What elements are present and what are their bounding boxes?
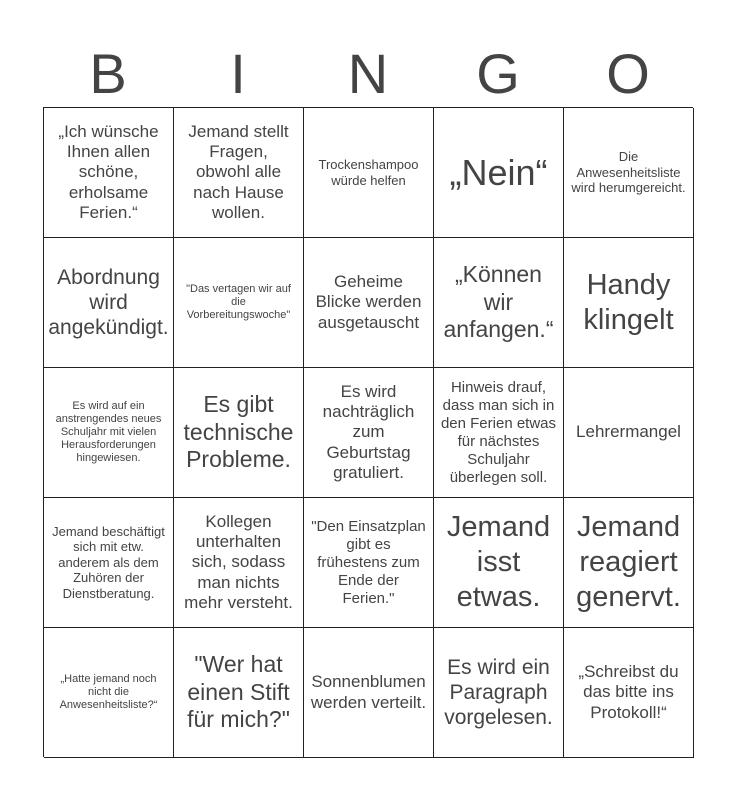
cell-text: Jemand reagiert genervt. — [576, 511, 681, 613]
bingo-cell-4-1[interactable] — [44, 498, 174, 628]
bingo-cell-2-3[interactable] — [304, 238, 434, 368]
cell-text: Jemand beschäftigt sich mit etw. anderem als dem Zuhören der Dienstberatung. — [52, 523, 165, 601]
cell-text: "Das vertagen wir auf die Vorbereitungswoche" — [186, 282, 291, 322]
bingo-cell-3-4[interactable] — [434, 368, 564, 498]
cell-text: Es wird nachträglich zum Geburtstag gratuliert. — [322, 381, 415, 483]
bingo-grid — [43, 107, 693, 757]
bingo-cell-1-1[interactable] — [44, 108, 174, 238]
cell-text: Abordnung wird angekündigt. — [48, 265, 169, 340]
bingo-cell-5-1[interactable] — [44, 628, 174, 758]
bingo-cell-5-3[interactable] — [304, 628, 434, 758]
bingo-cell-3-5[interactable] — [564, 368, 694, 498]
cell-text: Trockenshampoo würde helfen — [318, 156, 419, 188]
bingo-cell-3-1[interactable] — [44, 368, 174, 498]
bingo-cell-2-5[interactable] — [564, 238, 694, 368]
bingo-cell-4-2[interactable] — [174, 498, 304, 628]
cell-text: „Hatte jemand noch nicht die Anwesenheitsliste?“ — [59, 672, 158, 712]
header-letter-i: I — [230, 42, 246, 105]
bingo-cell-4-3[interactable] — [304, 498, 434, 628]
cell-text: „Schreibst du das bitte ins Protokoll!“ — [578, 661, 679, 722]
cell-text: Geheime Blicke werden ausgetauscht — [315, 271, 422, 332]
cell-text: Sonnenblumen werden verteilt. — [310, 672, 427, 712]
header-letter-o: O — [606, 42, 650, 105]
bingo-cell-2-2[interactable] — [174, 238, 304, 368]
bingo-cell-4-5[interactable] — [564, 498, 694, 628]
cell-text: Es wird auf ein anstrengendes neues Schuljahr mit vielen Herausforderungen hingewiesen. — [55, 399, 162, 465]
header-letter-g: G — [476, 42, 520, 105]
cell-text: Es wird ein Paragraph vorgelesen. — [444, 655, 553, 730]
bingo-cell-2-4[interactable] — [434, 238, 564, 368]
cell-text: Hinweis drauf, dass man sich in den Ferien etwas für nächstes Schuljahr überlegen soll. — [440, 378, 557, 486]
bingo-cell-1-4[interactable] — [434, 108, 564, 238]
bingo-cell-5-5[interactable] — [564, 628, 694, 758]
header-letter-n: N — [347, 42, 389, 105]
cell-text: Es gibt technische Probleme. — [183, 391, 294, 473]
bingo-cell-1-5[interactable] — [564, 108, 694, 238]
header-letter-b: B — [89, 42, 127, 105]
cell-text: Handy klingelt — [583, 268, 674, 336]
bingo-cell-3-3[interactable] — [304, 368, 434, 498]
bingo-cell-5-2[interactable] — [174, 628, 304, 758]
bingo-cell-2-1[interactable] — [44, 238, 174, 368]
bingo-cell-4-4[interactable] — [434, 498, 564, 628]
bingo-cell-1-3[interactable] — [304, 108, 434, 238]
cell-text: Die Anwesenheitsliste wird herumgereicht. — [571, 149, 686, 196]
cell-text: Lehrermangel — [576, 422, 681, 442]
bingo-cell-5-4[interactable] — [434, 628, 564, 758]
cell-text: Kollegen unterhalten sich, sodass man nichts mehr versteht. — [184, 511, 293, 613]
cell-text: "Den Einsatzplan gibt es frühestens zum Ende der Ferien." — [311, 517, 426, 607]
cell-text: Jemand stellt Fragen, obwohl alle nach Hause wollen. — [188, 121, 289, 223]
cell-text: „Ich wünsche Ihnen allen schöne, erholsame Ferien.“ — [58, 121, 159, 223]
cell-text: Jemand isst etwas. — [446, 511, 551, 613]
bingo-cell-3-2[interactable] — [174, 368, 304, 498]
cell-text: „Können wir anfangen.“ — [443, 261, 554, 343]
bingo-cell-1-2[interactable] — [174, 108, 304, 238]
bingo-header — [43, 40, 693, 108]
cell-text: "Wer hat einen Stift für mich?" — [187, 651, 290, 733]
cell-text: „Nein“ — [449, 151, 548, 193]
